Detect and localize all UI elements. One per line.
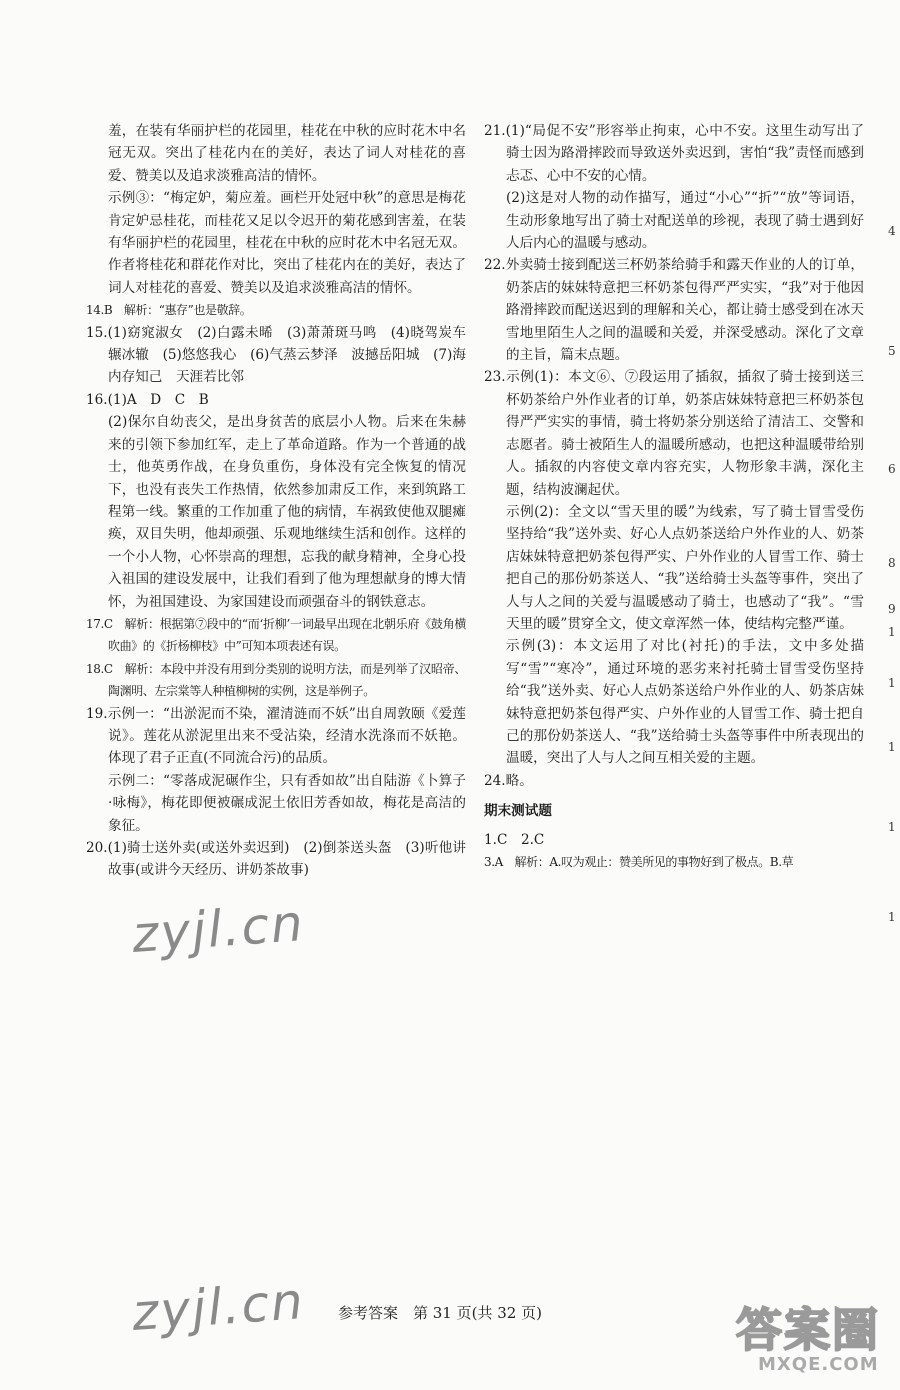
section-title: 期末测试题 bbox=[484, 803, 552, 820]
answer-13-example-3: 示例③：“梅定妒，菊应羞。画栏开处冠中秋”的意思是梅花肯定妒忌桂花，而桂花又足以令迟开的菊花感到害羞，在装有华丽护栏的花园里，桂花在中秋的应时花木中名冠无双。作者将桂花和群花作对比，突出了桂花内在的美好，表达了词人对桂花的喜爱、赞美以及追求淡雅高洁的情怀。 bbox=[108, 190, 466, 296]
edge-number: 1 bbox=[888, 676, 896, 690]
answer-13-cont: 羞，在装有华丽护栏的花园里，桂花在中秋的应时花木中名冠无双。突出了桂花内在的美好，表达了词人对桂花的喜爱、赞美以及追求淡雅高洁的情怀。 bbox=[108, 123, 466, 184]
answer-16-2: (2)保尔自幼丧父，是出身贫苦的底层小人物。后来在朱赫来的引领下参加红军，走上了革命道路。作为一个普通的战士，他英勇作战，在身负重伤，身体没有完全恢复的情况下，也没有丧失工作热情，依然参加肃反工作，来到筑路工程第一线。繁重的工作加重了他的病情，车祸致使他双腿瘫痪，双目失明，他却顽强、乐观地继续生活和创作。这样的一个小人物，心怀崇高的理想，忘我的献身精神，全身心投入祖国的建设发展中，让我们看到了他为理想献身的博大情怀，为祖国建设、为家国建设而顽强奋斗的钢铁意志。 bbox=[108, 414, 466, 610]
edge-number: 1 bbox=[888, 910, 896, 924]
site-logo bbox=[718, 1290, 888, 1380]
answer-23-example-1: 23.示例(1)：本文⑥、⑦段运用了插叙，插叙了骑士接到送三杯奶茶给户外作业者的订单，奶茶店妹妹特意把三杯奶茶包得严严实实的事情，骑士将奶茶分别送给了清洁工、交警和志愿者。骑士被陌生人的温暖所感动，也把这种温暖带给别人。插叙的内容使文章内容充实，人物形象丰满，深化主题，结构波澜起伏。 bbox=[484, 369, 864, 498]
logo-text: 答案圈 bbox=[736, 1303, 880, 1357]
answer-15: 15.(1)窈窕淑女 (2)白露未晞 (3)萧萧斑马鸣 (4)晓驾炭车辗冰辙 (5)悠悠我心 (6)气蒸云梦泽 波撼岳阳城 (7)海内存知己 天涯若比邻 bbox=[86, 324, 466, 386]
answer-22: 22.外卖骑士接到配送三杯奶茶给骑手和露天作业的人的订单，奶茶店的妹妹特意把三杯奶茶包得严严实实，“我”对于他因路滑摔跤而配送迟到的理解和关心，都让骑士感受到在冰天雪地里陌生人之间的温暖和关爱，并深受感动。深化了文章的主旨，篇末点题。 bbox=[484, 257, 864, 364]
answer-18: 18.C 解析：本段中并没有用到分类别的说明方法，而是列举了汉昭帝、陶渊明、左宗棠等人种植柳树的实例，这是举例子。 bbox=[86, 661, 466, 699]
edge-number: 6 bbox=[888, 462, 896, 476]
logo-url: MXQE.COM bbox=[758, 1354, 879, 1375]
watermark: zyjl.cn bbox=[130, 1272, 307, 1342]
edge-number: 1 bbox=[888, 625, 896, 639]
edge-number: 8 bbox=[888, 556, 896, 570]
answer-21-1: 21.(1)“局促不安”形容举止拘束，心中不安。这里生动写出了骑士因为路滑摔跤而导致送外卖迟到，害怕“我”责怪而感到忐忑、心中不安的心情。 bbox=[484, 123, 864, 184]
answer-17: 17.C 解析：根据第⑦段中的“而‘折柳’一词最早出现在北朝乐府《鼓角横吹曲》的《折杨柳枝》中”可知本项表述有误。 bbox=[86, 616, 466, 654]
answer-24: 24.略。 bbox=[484, 772, 533, 789]
answer-23-example-2: 示例(2)：全文以“雪天里的暖”为线索，写了骑士冒雪受伤坚持给“我”送外卖、好心人点奶茶送给户外作业的人、奶茶店妹妹特意把奶茶包得严实、户外作业的人冒雪工作、骑士把自己的那份奶茶送人、“我”送给骑士头盔等事件，突出了人与人之间的关爱与温暖感动了骑士，也感动了“我”。“雪天里的暖”贯穿全文，使文章浑然一体，使结构完整严谨。 bbox=[506, 503, 864, 632]
answer-19-example-2: 示例二：“零落成泥碾作尘，只有香如故”出自陆游《卜算子·咏梅》，梅花即便被碾成泥土依旧芳香如故，梅花是高洁的象征。 bbox=[108, 772, 466, 834]
left-column bbox=[86, 120, 466, 882]
answer-14: 14.B 解析：“惠存”也是敬辞。 bbox=[86, 303, 252, 318]
answer-20: 20.(1)骑士送外卖(或送外卖迟到) (2)倒茶送头盔 (3)听他讲故事(或讲今天经历、讲奶茶故事) bbox=[86, 840, 466, 879]
edge-number: 1 bbox=[888, 820, 896, 834]
right-column bbox=[484, 120, 864, 873]
edge-number: 1 bbox=[888, 740, 896, 754]
final-answer-3: 3.A 解析：A.叹为观止：赞美所见的事物好到了极点。B.草 bbox=[484, 855, 794, 869]
edge-number: 4 bbox=[888, 224, 896, 238]
watermark: zyjl.cn bbox=[130, 894, 307, 964]
edge-number: 5 bbox=[888, 344, 896, 358]
answer-21-2: (2)这是对人物的动作描写，通过“小心”“折”“放”等词语，生动形象地写出了骑士对配送单的珍视，表现了骑士遇到好人后内心的温暖与感动。 bbox=[506, 190, 864, 252]
answer-23-example-3: 示例(3)：本文运用了对比(衬托)的手法，文中多处描写“雪”“寒冷”，通过环境的恶劣来衬托骑士冒雪受伤坚持给“我”送外卖、好心人点奶茶送给户外作业的人、奶茶店妹妹特意把奶茶包得严实、户外作业的人冒雪工作、骑士把自己的那份奶茶送人、“我”送给骑士头盔等事件中所表现出的温暖，突出了人与人之间互相关爱的主题。 bbox=[506, 638, 864, 767]
page-footer: 参考答案 第 31 页(共 32 页) bbox=[338, 1304, 542, 1322]
answer-19-example-1: 19.示例一：“出淤泥而不染，濯清涟而不妖”出自周敦颐《爱莲说》。莲花从淤泥里出来不受沾染，经清水洗涤而不妖艳。体现了君子正直(不同流合污)的品质。 bbox=[86, 705, 466, 767]
edge-number: 9 bbox=[888, 602, 896, 616]
final-answer-1-2: 1.C 2.C bbox=[484, 831, 545, 848]
answer-16-1: 16.(1)A D C B bbox=[86, 391, 209, 408]
